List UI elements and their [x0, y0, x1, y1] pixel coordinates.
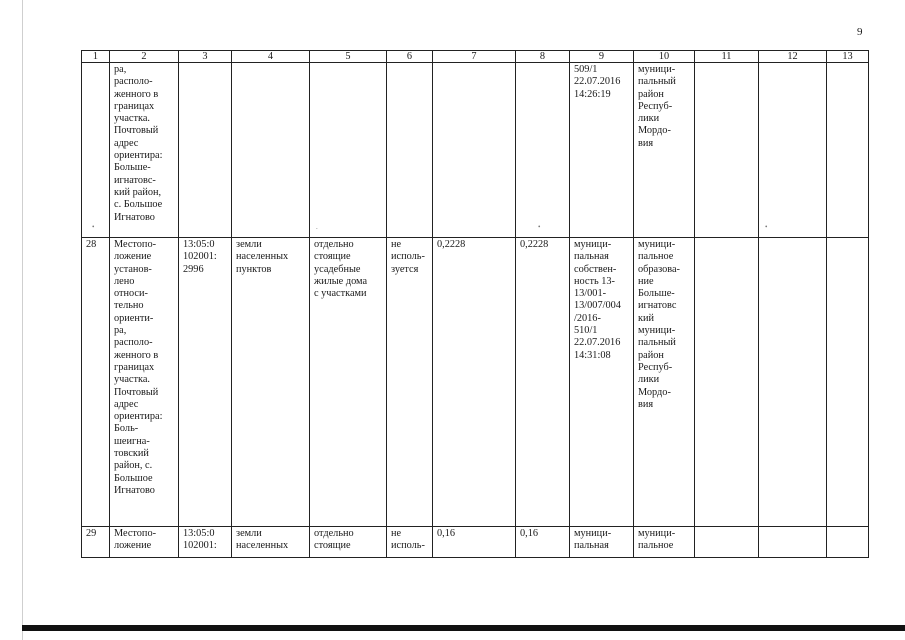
cell-text-line: женного в	[114, 88, 159, 100]
cell-text-line: 22.07.2016	[574, 337, 621, 349]
owner-cell	[634, 527, 695, 558]
owner-cell	[634, 238, 695, 527]
empty-cell	[759, 63, 827, 238]
cell-text-line: Боль-	[114, 423, 139, 435]
cell-text-line: отдельно	[314, 239, 354, 250]
cell-text-line: Местопо-	[114, 528, 157, 539]
land-registry-table	[81, 50, 869, 558]
cell-text-line: Респуб-	[638, 361, 673, 373]
header-cell: 4	[232, 51, 310, 63]
cell-text-line: установ-	[114, 263, 152, 275]
cell-text-line: пунктов	[236, 263, 272, 275]
cell-text-line: ра,	[114, 64, 127, 75]
cell-text-line: муници-	[574, 528, 612, 539]
cell-text-line: 13:05:0	[183, 528, 215, 539]
owner-cell	[634, 63, 695, 238]
cell-text-line: не	[391, 239, 402, 250]
cadastral-number-cell	[179, 238, 232, 527]
empty-cell	[695, 238, 759, 527]
cell-text-line: шеигна-	[114, 435, 150, 447]
location-cell	[110, 63, 179, 238]
cell-text-line: ложение	[114, 251, 152, 263]
cell-text-line: зуется	[391, 263, 419, 275]
cell-text-line: пальный	[638, 76, 676, 88]
cell-text-line: с. Большое	[114, 199, 163, 211]
cell-text-line: стоящие	[314, 540, 351, 552]
empty-cell	[695, 63, 759, 238]
cell-text-line: не	[391, 528, 402, 539]
cell-text-line: /2016-	[574, 312, 601, 324]
scan-speck: .	[316, 223, 318, 231]
header-cell: 1	[82, 51, 110, 63]
cell-text-line: тельно	[114, 300, 144, 312]
cadastral-number-cell	[179, 527, 232, 558]
cell-text-line: женного в	[114, 349, 159, 361]
page-left-edge-line	[22, 0, 23, 640]
scan-speck: •	[765, 223, 768, 231]
empty-cell	[827, 527, 869, 558]
cell-text-line: ность 13-	[574, 275, 615, 287]
cell-text-line: ложение	[114, 540, 152, 552]
cell-text-line: относи-	[114, 288, 148, 300]
cell-text-line: 13/007/004	[574, 300, 621, 312]
cell-text-line: вия	[638, 398, 654, 410]
cell-text-line: 102001:	[183, 540, 217, 552]
permitted-use-cell	[310, 238, 387, 527]
cell-text-line: ра,	[114, 325, 127, 337]
page-number: 9	[857, 26, 863, 38]
cell-text-line: исполь-	[391, 540, 425, 552]
cell-text-line: усадебные	[314, 263, 361, 275]
cell-text-line: муници-	[638, 239, 676, 250]
table-row	[82, 63, 869, 238]
cell-text-line: населенных	[236, 251, 289, 263]
cell-text-line: располо-	[114, 337, 153, 349]
permitted-use-cell	[310, 527, 387, 558]
cell-text-line: жилые дома	[314, 275, 368, 287]
cell-text-line: располо-	[114, 76, 153, 88]
cell-text-line: земли	[236, 528, 262, 539]
header-cell: 5	[310, 51, 387, 63]
row-number-cell: 29	[82, 527, 110, 558]
cell-text-line: Большое	[114, 472, 153, 484]
cell-text-line: кий	[638, 312, 655, 324]
cell-text-line: адрес	[114, 137, 139, 149]
cell-text-line: вия	[638, 137, 654, 149]
area-cell: 0,2228	[433, 238, 516, 527]
cell-text-line: район	[638, 349, 664, 361]
cell-text-line: лики	[638, 374, 660, 386]
cell-text-line: 510/1	[574, 325, 598, 337]
column-number-header	[82, 51, 869, 63]
cell-text-line: участка.	[114, 374, 150, 386]
cell-text-line: 102001:	[183, 251, 217, 263]
cell-text-line: 509/1	[574, 64, 598, 75]
header-cell: 3	[179, 51, 232, 63]
scan-speck: •	[538, 223, 541, 231]
empty-cell	[759, 238, 827, 527]
header-cell: 13	[827, 51, 869, 63]
header-cell: 10	[634, 51, 695, 63]
cell-text-line: образова-	[638, 263, 680, 275]
area-cell	[516, 63, 570, 238]
cell-text-line: отдельно	[314, 528, 354, 539]
cell-text-line: ориенти-	[114, 312, 154, 324]
cell-text-line: Мордо-	[638, 386, 671, 398]
table-row	[82, 238, 869, 527]
land-category-cell	[232, 527, 310, 558]
cell-text-line: лики	[638, 113, 660, 125]
cell-text-line: пальная	[574, 251, 609, 263]
empty-cell	[695, 527, 759, 558]
location-cell	[110, 527, 179, 558]
cell-text-line: границах	[114, 361, 155, 373]
cell-text-line: 2996	[183, 263, 204, 275]
cell-text-line: стоящие	[314, 251, 351, 263]
cell-text-line: собствен-	[574, 263, 617, 275]
cadastral-number-cell	[179, 63, 232, 238]
land-category-cell	[232, 238, 310, 527]
cell-text-line: игнатовс	[638, 300, 677, 312]
cell-text-line: ние	[638, 275, 654, 287]
usage-status-cell	[387, 527, 433, 558]
cell-text-line: 14:31:08	[574, 349, 611, 361]
empty-cell	[827, 238, 869, 527]
header-cell: 7	[433, 51, 516, 63]
cell-text-line: Мордо-	[638, 125, 671, 137]
cell-text-line: Больше-	[638, 288, 675, 300]
usage-status-cell	[387, 238, 433, 527]
cell-text-line: участка.	[114, 113, 150, 125]
cell-text-line: адрес	[114, 398, 139, 410]
area-cell: 0,16	[516, 527, 570, 558]
cell-text-line: ориентира:	[114, 411, 163, 423]
scan-speck: •	[92, 223, 95, 231]
cell-text-line: исполь-	[391, 251, 425, 263]
cell-text-line: Респуб-	[638, 100, 673, 112]
cell-text-line: пальная	[574, 540, 609, 552]
cell-text-line: земли	[236, 239, 262, 250]
cell-text-line: кий район,	[114, 186, 162, 198]
cell-text-line: Игнатово	[114, 211, 155, 223]
page-bottom-border	[22, 625, 905, 631]
cell-text-line: муници-	[638, 325, 676, 337]
cell-text-line: муници-	[574, 239, 612, 250]
ownership-record-cell	[570, 63, 634, 238]
location-cell	[110, 238, 179, 527]
cell-text-line: муници-	[638, 64, 676, 75]
cell-text-line: с участками	[314, 288, 367, 300]
header-cell: 12	[759, 51, 827, 63]
cell-text-line: населенных	[236, 540, 289, 552]
cell-text-line: Игнатово	[114, 484, 155, 496]
ownership-record-cell	[570, 527, 634, 558]
cell-text-line: район, с.	[114, 460, 153, 472]
area-cell: 0,16	[433, 527, 516, 558]
area-cell: 0,2228	[516, 238, 570, 527]
empty-cell	[759, 527, 827, 558]
cell-text-line: 22.07.2016	[574, 76, 621, 88]
cell-text-line: Почтовый	[114, 386, 159, 398]
usage-status-cell	[387, 63, 433, 238]
land-category-cell	[232, 63, 310, 238]
row-number-cell	[82, 63, 110, 238]
header-cell: 6	[387, 51, 433, 63]
permitted-use-cell	[310, 63, 387, 238]
cell-text-line: границах	[114, 100, 155, 112]
cell-text-line: пальное	[638, 251, 674, 263]
cell-text-line: Местопо-	[114, 239, 157, 250]
header-cell: 11	[695, 51, 759, 63]
cell-text-line: Больше-	[114, 162, 151, 174]
ownership-record-cell	[570, 238, 634, 527]
row-number-cell: 28	[82, 238, 110, 527]
header-cell: 2	[110, 51, 179, 63]
cell-text-line: лено	[114, 275, 135, 287]
cell-text-line: ориентира:	[114, 150, 163, 162]
cell-text-line: 13/001-	[574, 288, 607, 300]
cell-text-line: Почтовый	[114, 125, 159, 137]
area-cell	[433, 63, 516, 238]
header-cell: 9	[570, 51, 634, 63]
cell-text-line: район	[638, 88, 664, 100]
cell-text-line: 14:26:19	[574, 88, 611, 100]
cell-text-line: 13:05:0	[183, 239, 215, 250]
cell-text-line: игнатовс-	[114, 174, 156, 186]
cell-text-line: муници-	[638, 528, 676, 539]
cell-text-line: пальный	[638, 337, 676, 349]
cell-text-line: товский	[114, 448, 149, 460]
table-row	[82, 527, 869, 558]
cell-text-line: пальное	[638, 540, 674, 552]
header-cell: 8	[516, 51, 570, 63]
empty-cell	[827, 63, 869, 238]
